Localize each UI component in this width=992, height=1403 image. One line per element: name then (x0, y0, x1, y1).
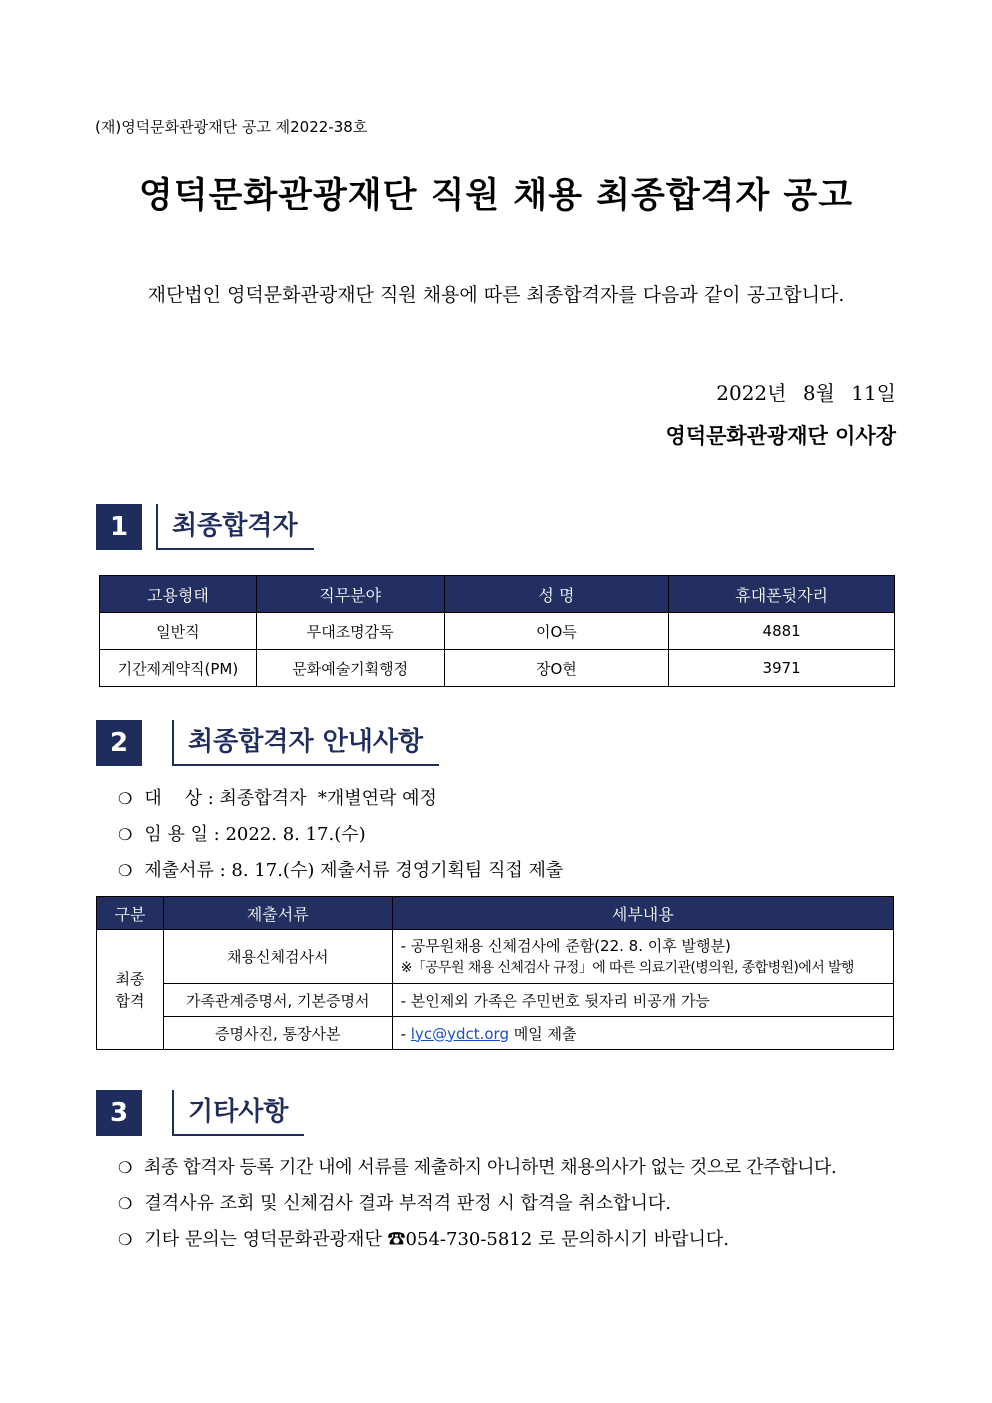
table-row (100, 613, 895, 650)
column-header: 고용형태 (100, 576, 257, 613)
table-header-row (100, 576, 895, 613)
intro-text: 재단법인 영덕문화관광재단 직원 채용에 따른 최종합격자를 다음과 같이 공고합니다. (147, 284, 845, 306)
section-2-header (96, 720, 439, 766)
circle-bullet-icon: ❍ (118, 1194, 133, 1213)
section-1-title: 최종합격자 (156, 504, 314, 550)
section-3-number: 3 (96, 1090, 142, 1136)
list-item: ❍ 결격사유 조회 및 신체검사 결과 부적격 판정 시 합격을 취소합니다. (118, 1193, 672, 1214)
cell-employment-type: 기간제계약직(PM) (100, 650, 257, 687)
list-item: ❍ 임 용 일 : 2022. 8. 17.(수) (118, 824, 366, 845)
table-row (97, 984, 894, 1017)
list-item: ❍ 기타 문의는 영덕문화관광재단 ☎054-730-5812 로 문의하시기 바랍니다. (118, 1229, 730, 1250)
table-row (97, 930, 894, 984)
section-2-number: 2 (96, 720, 142, 766)
cell-phone-last-digits: 3971 (669, 650, 895, 687)
cell-job-field: 문화예술기획행정 (256, 650, 444, 687)
list-item: ❍ 대 상 : 최종합격자 *개별연락 예정 (118, 788, 437, 809)
notice-number: (재)영덕문화관광재단 공고 제2022-38호 (95, 118, 368, 136)
column-header: 구분 (97, 897, 164, 930)
finalists-table (99, 575, 895, 687)
column-header: 세부내용 (392, 897, 893, 930)
circle-bullet-icon: ❍ (118, 861, 133, 880)
cell-employment-type: 일반직 (100, 613, 257, 650)
circle-bullet-icon: ❍ (118, 1230, 133, 1249)
section-3-header (96, 1090, 304, 1136)
cell-detail: - 공무원채용 신체검사에 준함(22. 8. 이후 발행분) ※「공무원 채용 신체검사 규정」에 따른 의료기관(병의원, 종합병원)에서 발행 (392, 930, 893, 984)
documents-table (96, 896, 894, 1050)
list-item: ❍ 제출서류 : 8. 17.(수) 제출서류 경영기획팀 직접 제출 (118, 860, 564, 881)
group-label: 최종 합격 (97, 930, 164, 1050)
cell-name: 이O득 (444, 613, 669, 650)
cell-job-field: 무대조명감독 (256, 613, 444, 650)
cell-document: 가족관계증명서, 기본증명서 (163, 984, 392, 1017)
column-header: 직무분야 (256, 576, 444, 613)
cell-name: 장O현 (444, 650, 669, 687)
cell-detail: - 본인제외 가족은 주민번호 뒷자리 비공개 가능 (392, 984, 893, 1017)
column-header: 휴대폰뒷자리 (669, 576, 895, 613)
table-row (100, 650, 895, 687)
cell-document: 증명사진, 통장사본 (163, 1017, 392, 1050)
issuer: 영덕문화관광재단 이사장 (665, 423, 896, 448)
page-title: 영덕문화관광재단 직원 채용 최종합격자 공고 (138, 176, 854, 216)
list-item: ❍ 최종 합격자 등록 기간 내에 서류를 제출하지 아니하면 채용의사가 없는 것으로 간주합니다. (118, 1157, 837, 1178)
table-header-row (97, 897, 894, 930)
section-1-header (96, 504, 314, 550)
circle-bullet-icon: ❍ (118, 789, 133, 808)
column-header: 제출서류 (163, 897, 392, 930)
circle-bullet-icon: ❍ (118, 1158, 132, 1177)
section-2-title: 최종합격자 안내사항 (172, 720, 439, 766)
section-1-number: 1 (96, 504, 142, 550)
cell-document: 채용신체검사서 (163, 930, 392, 984)
email-link[interactable]: lyc@ydct.org (410, 1024, 509, 1043)
notice-date: 2022년 8월 11일 (716, 381, 896, 405)
circle-bullet-icon: ❍ (118, 825, 133, 844)
cell-detail: - lyc@ydct.org 메일 제출 (392, 1017, 893, 1050)
cell-phone-last-digits: 4881 (669, 613, 895, 650)
column-header: 성 명 (444, 576, 669, 613)
section-3-title: 기타사항 (172, 1090, 304, 1136)
table-row (97, 1017, 894, 1050)
